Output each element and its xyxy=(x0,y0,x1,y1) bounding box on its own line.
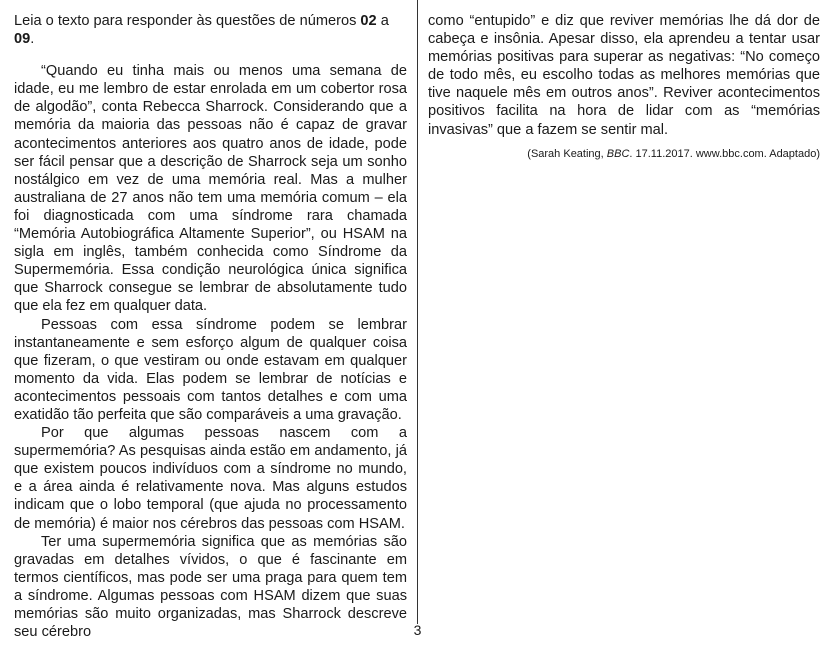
paragraph-2: Pessoas com essa síndrome podem se lembrar instantaneamente e sem esforço algum de qualquer coisa que fizeram, o que vestiram ou onde estavam em qualquer momento da vida. Elas podem se lembrar de notícias e acontecimentos pessoais com tantos detalhes e com uma exatidão tão perfeita que são comparáveis a uma gravação. xyxy=(14,316,407,423)
question-end-number: 09 xyxy=(14,31,31,48)
instruction-line: Leia o texto para responder às questões de números 02 a 09. xyxy=(14,13,389,48)
source-publication: BBC xyxy=(606,147,630,160)
right-column xyxy=(428,12,820,163)
paragraph-1: “Quando eu tinha mais ou menos uma semana de idade, eu me lembro de estar enrolada em um cobertor rosa de algodão”, conta Rebecca Sharrock. Considerando que a memória da maioria das pessoas não é capaz de gravar acontecimentos anteriores aos quatro anos de idade, pode ser fácil pensar que a descrição de Sharrock seja um sonho nostálgico em vez de uma memória real. Mas a mulher australiana de 27 anos não tem uma memória comum – ela foi diagnosticada com uma síndrome rara chamada “Memória Autobiográfica Altamente Superior”, ou HSAM na sigla em inglês, também conhecida como Síndrome da Supermemória. Essa condição neurológica única significa que Sharrock consegue se lembrar de absolutamente tudo que ela fez em qualquer data. xyxy=(14,63,407,315)
paragraph-3: Por que algumas pessoas nascem com a supermemória? As pesquisas ainda estão em andamento, já que existem poucos indivíduos com a síndrome no mundo, e a área ainda é relativamente nova. Mas alguns estudos indicam que o lobo temporal (que ajuda no processamento de memória) é maior nos cérebros das pessoas com HSAM. xyxy=(14,425,407,532)
column-divider xyxy=(417,0,418,624)
paragraph-4-continued: como “entupido” e diz que reviver memórias lhe dá dor de cabeça e insônia. Apesar disso, ela aprendeu a tentar usar memórias positivas para superar as negativas: “No começo de todo mês, eu escolho todas as melhores memórias que tive naquele mês em outros anos”. Reviver acontecimentos positivos facilita na hora de lidar com as “memórias invasivas” que a fazem se sentir mal. xyxy=(428,13,820,138)
page-number: 3 xyxy=(413,622,422,638)
paragraph-4: Ter uma supermemória significa que as memórias são gravadas em detalhes vívidos, o que é fascinante em termos científicos, mas pode ser uma praga para quem tem a síndrome. Algumas pessoas com HSAM dizem que suas memórias são muito organizadas, mas Sharrock descreve seu cérebro xyxy=(14,533,407,641)
left-column xyxy=(14,12,407,641)
question-start-number: 02 xyxy=(360,13,377,29)
source-citation: (Sarah Keating, BBC. 17.11.2017. www.bbc.com. Adaptado) xyxy=(527,147,820,160)
